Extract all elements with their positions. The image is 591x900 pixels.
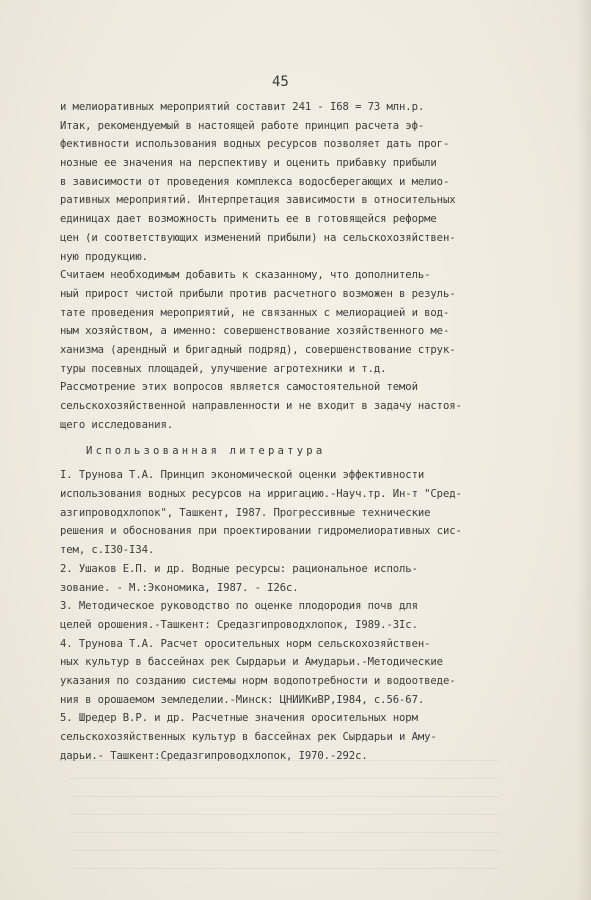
text-line: I. Трунова Т.А. Принцип экономической оценки эффективности [60, 469, 425, 482]
text-line: Итак, рекомендуемый в настоящей работе принцип расчета эф- [60, 119, 425, 132]
page-number: 45 [272, 74, 289, 90]
text-line: использования водных ресурсов на ирригацию.-Науч.тр. Ин-т "Сред- [60, 488, 462, 501]
reference-item-4 [60, 635, 530, 710]
reference-item-1 [60, 466, 530, 559]
text-line: щего исследования. [60, 418, 174, 431]
text-line: ративных мероприятий. Интерпретация зависимости в относительных [60, 194, 456, 207]
text-line: и мелиоративных мероприятий составит 241 - I68 = 73 млн.р. [60, 101, 425, 113]
text-line: Считаем необходимым добавить к сказанному, что дополнитель- [60, 269, 431, 282]
text-line: 5. Шредер В.Р. и др. Расчетные значения оросительных норм [60, 712, 418, 725]
paragraph-additional [60, 266, 530, 378]
text-line: туры посевных площадей, улучшение агротехники и т.д. [60, 362, 387, 375]
paragraph-intro [60, 98, 530, 117]
text-line: фективности использования водных ресурсов позволяет дать прог- [60, 138, 450, 151]
text-line: в зависимости от проведения комплекса водосберегающих и мелио- [60, 175, 450, 188]
text-line: сельскохозяйственной направленности и не входит в задачу настоя- [60, 400, 462, 412]
text-line: ных культур в бассейнах рек Сырдарьи и Амударьи.-Методические [60, 656, 443, 669]
text-line: Рассмотрение этих вопросов является самостоятельной темой [60, 381, 418, 394]
text-line: нозные ее значения на перспективу и оценить прибавку прибыли [60, 157, 437, 170]
text-line: решения и обоснования при проектировании гидромелиоративных сис- [60, 525, 462, 538]
text-line: тем, с.I30-I34. [60, 544, 155, 557]
text-line: ханизма (арендный и бригадный подряд), совершенствование струк- [60, 343, 456, 356]
text-line: 2. Ушаков Е.П. и др. Водные ресурсы: рациональное исполь- [60, 562, 418, 575]
page-edge-shadow [577, 0, 591, 900]
reference-item-5 [60, 709, 530, 765]
reference-item-2 [60, 560, 530, 597]
text-line: 4. Трунова Т.А. Расчет оросительных норм сельскохозяйствен- [60, 637, 431, 650]
text-line: зование. - М.:Экономика, I987. - I26с. [60, 581, 299, 594]
paragraph-scope [60, 378, 530, 434]
text-line: 3. Методическое руководство по оценке плодородия почв для [60, 600, 418, 613]
text-line: азгипроводхлопок", Ташкент, I987. Прогрессивные технические [60, 506, 431, 519]
reference-item-3 [60, 597, 530, 634]
text-line: цен (и соответствующих изменений прибыли) на сельскохозяйствен- [60, 231, 456, 244]
text-line: тате проведения мероприятий, не связанных с мелиорацией и вод- [60, 306, 450, 319]
text-line: ным хозяйством, а именно: совершенствование хозяйственного ме- [60, 325, 450, 338]
references-heading: Использованная литература [86, 445, 326, 458]
text-line: целей орошения.-Ташкент: Средазгипроводхлопок, I989.-3Iс. [60, 618, 418, 631]
spacer [60, 434, 530, 438]
text-line: указания по созданию системы норм водопотребности и водоотведе- [60, 674, 456, 687]
bleed-through-texture [70, 760, 500, 880]
text-line: дарьи.- Ташкент:Средазгипроводхлопок, I970.-292с. [60, 749, 368, 762]
text-line: ный прирост чистой прибыли против расчетного возможен в резуль- [60, 287, 456, 300]
text-line: сельскохозяйственных культур в бассейнах рек Сырдарьи и Аму- [60, 731, 437, 743]
paragraph-conclusion [60, 117, 530, 267]
page-body [60, 98, 530, 765]
text-line: единицах дает возможность применить ее в готовящейся реформе [60, 213, 437, 226]
text-line: ную продукцию. [60, 250, 148, 263]
text-line: ния в орошаемом земледелии.-Минск: ЦНИИКиВР,I984, с.56-67. [60, 693, 425, 706]
